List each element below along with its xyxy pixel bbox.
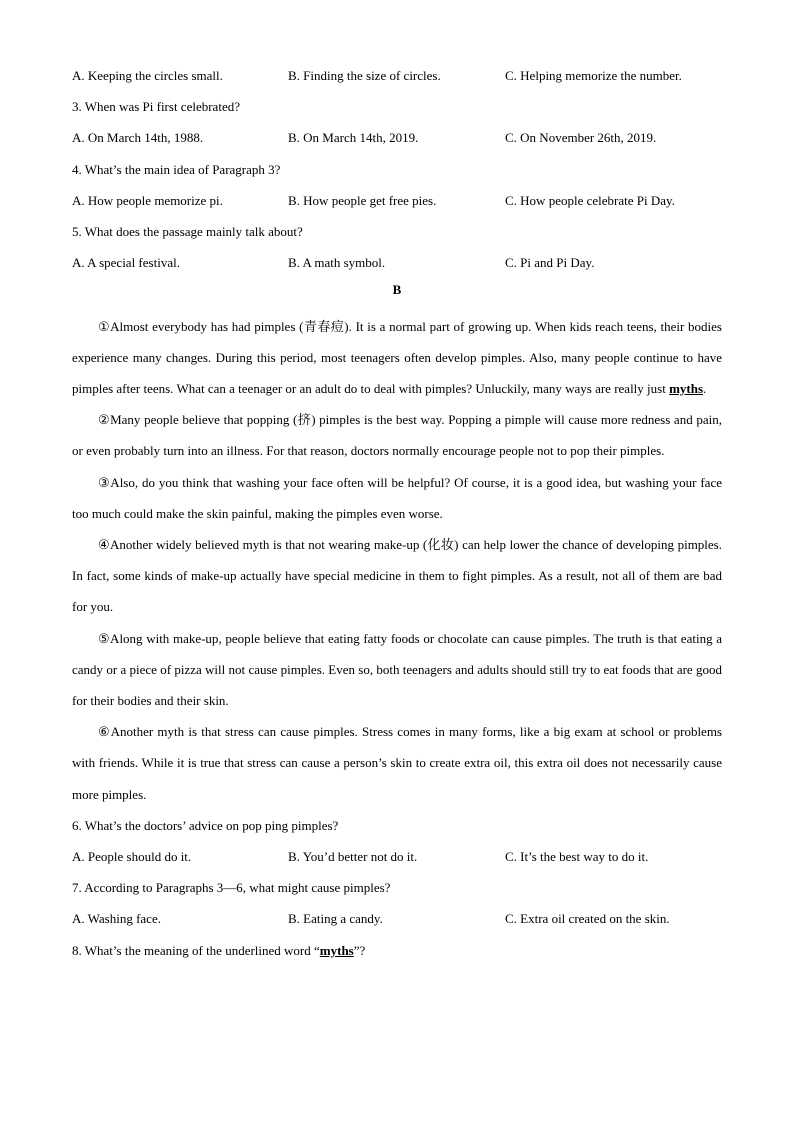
- paragraph-6: ⑥Another myth is that stress can cause pimples. Stress comes in many forms, like a big exam at school or problems with friends. While it is true that stress can cause a person’s skin to create extra oil, this extra oil does not necessarily cause more pimples.: [72, 724, 722, 802]
- paragraph-1-end: .: [703, 380, 707, 396]
- reading-passage: [72, 311, 722, 810]
- q2-option-b: B. Finding the size of circles.: [288, 68, 441, 83]
- section-title: B: [392, 282, 402, 298]
- paragraph-1-text: ①Almost everybody has had pimples (青春痘). It is a normal part of growing up. When kids reach teens, their bodies experience many changes. During this period, most teenagers often develop pimples. Also, many people continue to have pimples after teens. What can a teenager or an adult do to deal with pimples? Unluckily, many ways are really just: [72, 318, 722, 396]
- q8-text-before: 8. What’s the meaning of the underlined word “: [72, 942, 320, 958]
- q6-option-b: B. You’d better not do it.: [288, 848, 418, 864]
- q5-option-b: B. A math symbol.: [288, 255, 386, 271]
- q7-question: 7. According to Paragraphs 3—6, what might cause pimples?: [72, 880, 391, 896]
- q4-option-a: A. How people memorize pi.: [72, 192, 223, 208]
- paragraph-3: ③Also, do you think that washing your face often will be helpful? Of course, it is a good idea, but washing your face too much could make the skin painful, making the pimples even worse.: [72, 474, 722, 521]
- q6-options: [72, 847, 722, 878]
- q7-options: [72, 909, 722, 940]
- q4-option-b: B. How people get free pies.: [288, 192, 437, 208]
- q8-text-after: ”?: [353, 942, 366, 958]
- q7-option-c: C. Extra oil created on the skin.: [505, 911, 670, 927]
- q8-underlined-keyword: myths: [319, 942, 354, 958]
- q2-options: [72, 66, 722, 97]
- q3-option-a: A. On March 14th, 1988.: [72, 130, 204, 146]
- q4-question: 4. What’s the main idea of Paragraph 3?: [72, 161, 281, 177]
- paragraph-5: ⑤Along with make-up, people believe that eating fatty foods or chocolate can cause pimples. The truth is that eating a candy or a piece of pizza will not cause pimples. Even so, both teenagers and adults should still try to eat foods that are good for their bodies and their skin.: [72, 630, 722, 708]
- q7-option-a: A. Washing face.: [72, 911, 161, 927]
- q4-option-c: C. How people celebrate Pi Day.: [505, 192, 675, 208]
- q3-option-c: C. On November 26th, 2019.: [505, 130, 657, 146]
- q3-question: 3. When was Pi first celebrated?: [72, 99, 240, 115]
- q7-option-b: B. Eating a candy.: [288, 911, 383, 927]
- q6-question: 6. What’s the doctors’ advice on pop ping pimples?: [72, 817, 339, 833]
- q3-options: [72, 128, 722, 159]
- q2-option-a: A. Keeping the circles small.: [72, 68, 223, 83]
- q6-option-c: C. It’s the best way to do it.: [505, 848, 649, 864]
- q2-option-c: C. Helping memorize the number.: [505, 68, 682, 83]
- paragraph-4: ④Another widely believed myth is that not wearing make-up (化妆) can help lower the chance of developing pimples. In fact, some kinds of make-up actually have special medicine in them to fight pimples. As a result, not all of them are bad for you.: [72, 536, 722, 615]
- q5-option-c: C. Pi and Pi Day.: [505, 255, 595, 271]
- q5-options: [72, 253, 722, 284]
- q6-option-a: A. People should do it.: [72, 848, 192, 864]
- worksheet-page: [72, 66, 722, 972]
- q3-option-b: B. On March 14th, 2019.: [288, 130, 419, 146]
- underlined-keyword: myths: [669, 380, 704, 396]
- paragraph-2: ②Many people believe that popping (挤) pimples is the best way. Popping a pimple will cause more redness and pain, or even probably turn into an illness. For that reason, doctors normally encourage people not to pop their pimples.: [72, 412, 722, 459]
- q5-question: 5. What does the passage mainly talk about?: [72, 223, 303, 239]
- q8-question: [72, 941, 722, 972]
- paragraph-1: [72, 311, 722, 405]
- q4-options: [72, 191, 722, 222]
- q5-option-a: A. A special festival.: [72, 255, 180, 271]
